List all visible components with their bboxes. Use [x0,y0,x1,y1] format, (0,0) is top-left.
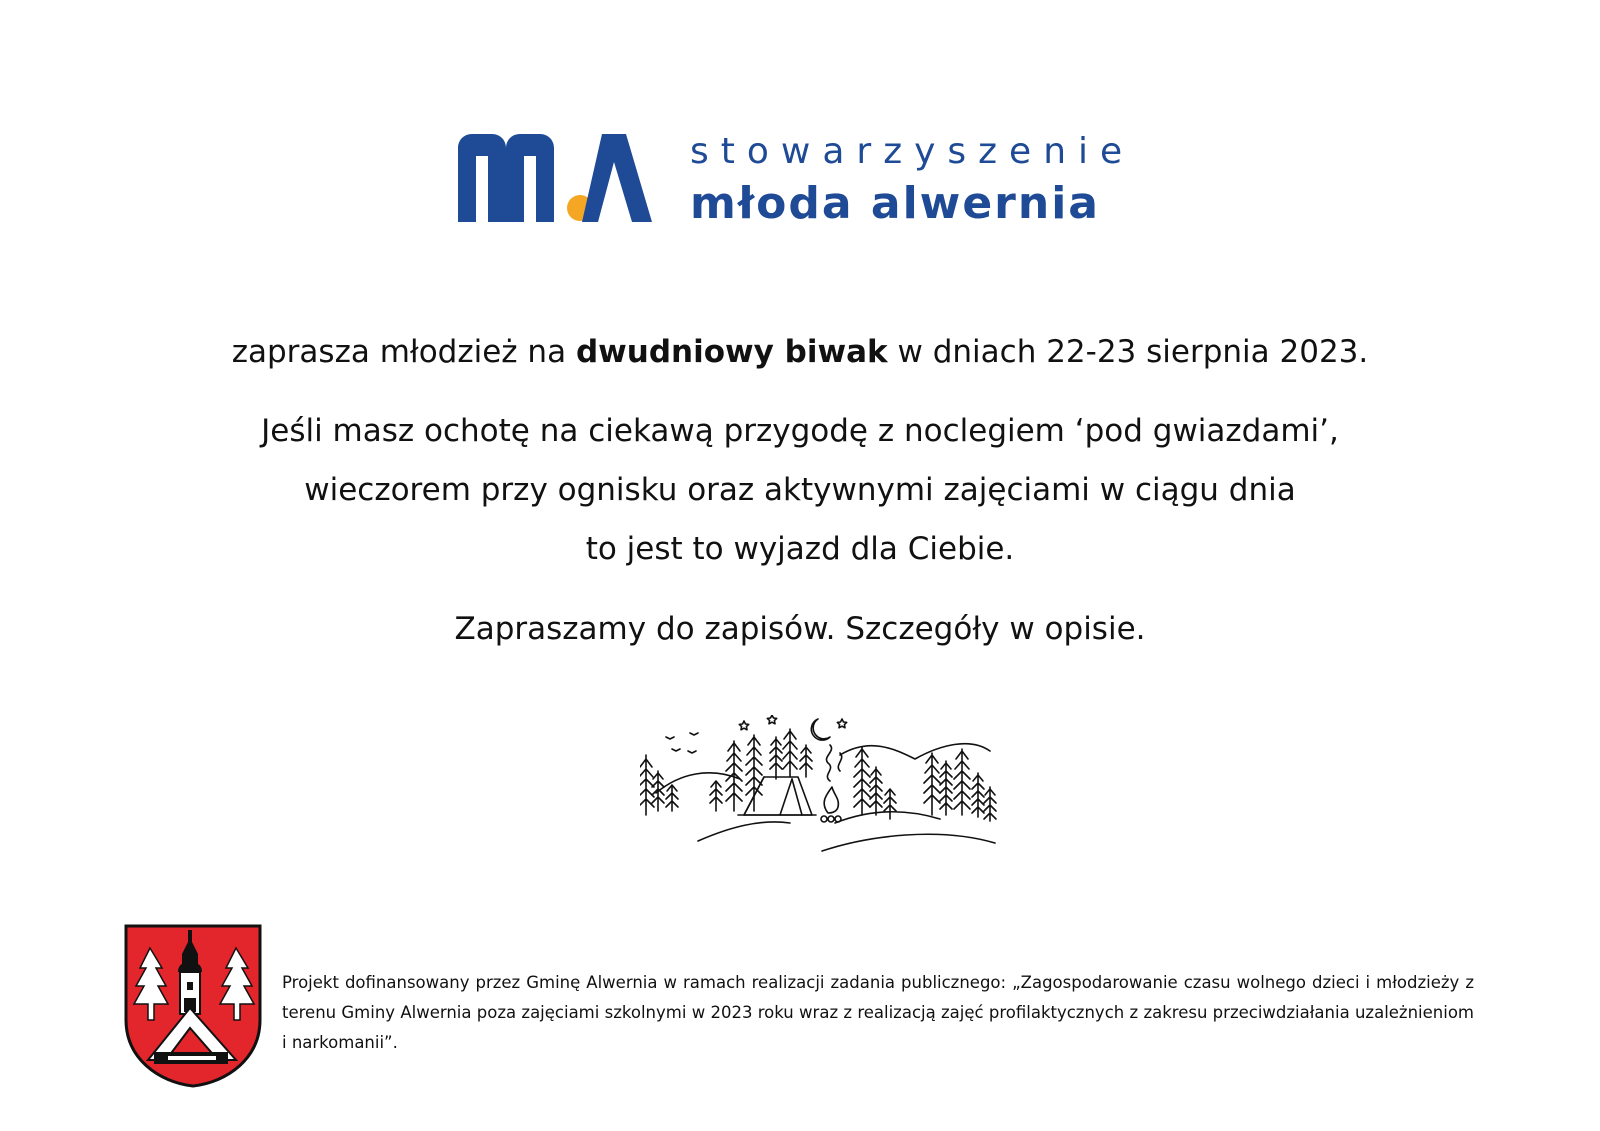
intro-after: w dniach 22-23 sierpnia 2023. [887,334,1369,370]
organization-logo [458,130,1158,230]
alwernia-coat-of-arms-icon [124,924,262,1088]
logo-line-mloda-alwernia: młoda alwernia [690,178,1100,229]
logo-line-stowarzyszenie: stowarzyszenie [690,131,1135,172]
adventure-line-1: Jeśli masz ochotę na ciekawą przygodę z noclegiem ‘pod gwiazdami’, [261,413,1339,449]
camping-tent-forest-icon [640,715,1010,855]
adventure-line-2: wieczorem przy ognisku oraz aktywnymi zajęciami w ciągu dnia [304,472,1296,508]
signup-text: Zapraszamy do zapisów. Szczegóły w opisie. [454,611,1146,647]
signup-line [0,600,1600,659]
logo-wordmark [690,130,1134,230]
intro-line [0,323,1600,382]
adventure-line-3: to jest to wyjazd dla Ciebie. [585,531,1015,567]
intro-bold: dwudniowy biwak [575,334,888,370]
adventure-paragraph [0,402,1600,579]
funding-note: Projekt dofinansowany przez Gminę Alwernia w ramach realizacji zadania publicznego: „Zagospodarowanie czasu wolnego dzieci i młodzieży z terenu Gminy Alwernia poza zajęciami szkolnymi w 2023 roku wraz z realizacją zajęć profilaktycznych z zakresu przeciwdziałania uzależnieniom i narkomanii”. [282,973,1474,1052]
intro-before: zaprasza młodzież na [231,334,576,370]
mloda-alwernia-logo-mark-icon [458,134,652,222]
